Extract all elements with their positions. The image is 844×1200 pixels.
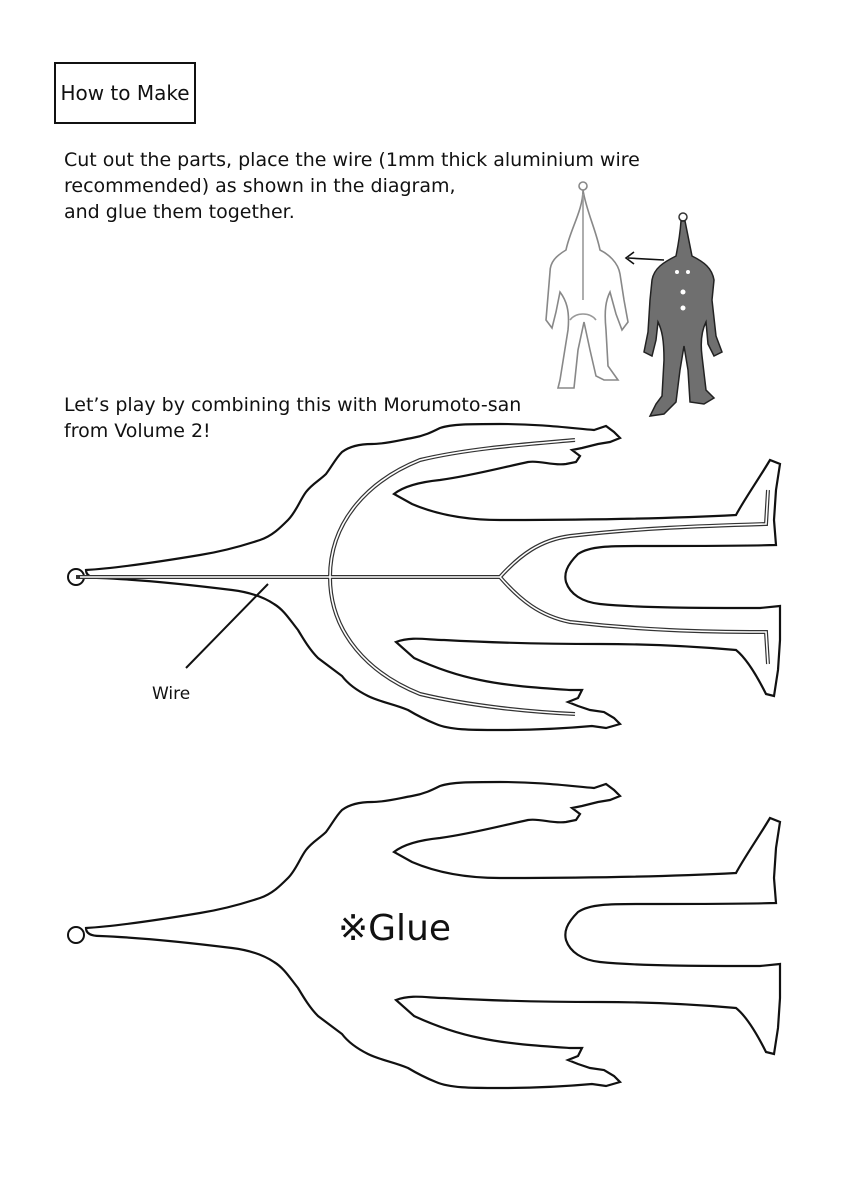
instructions-line-3: and glue them together.	[64, 201, 295, 223]
glue-label: ※Glue	[338, 908, 452, 949]
reference-figure-dark	[644, 213, 722, 416]
arrow-line	[628, 258, 664, 260]
play-note-line-1: Let’s play by combining this with Morumoto-san	[64, 394, 522, 416]
instructions-line-2: recommended) as shown in the diagram,	[64, 175, 456, 197]
instructions-line-1: Cut out the parts, place the wire (1mm thick aluminium wire	[64, 149, 640, 171]
wire-inner	[80, 440, 768, 714]
play-note-line-2: from Volume 2!	[64, 420, 211, 442]
page-title: How to Make	[60, 81, 190, 105]
wire-label: Wire	[152, 684, 191, 704]
reference-figure-outline	[546, 182, 628, 388]
wire-pointer-line	[186, 584, 268, 668]
